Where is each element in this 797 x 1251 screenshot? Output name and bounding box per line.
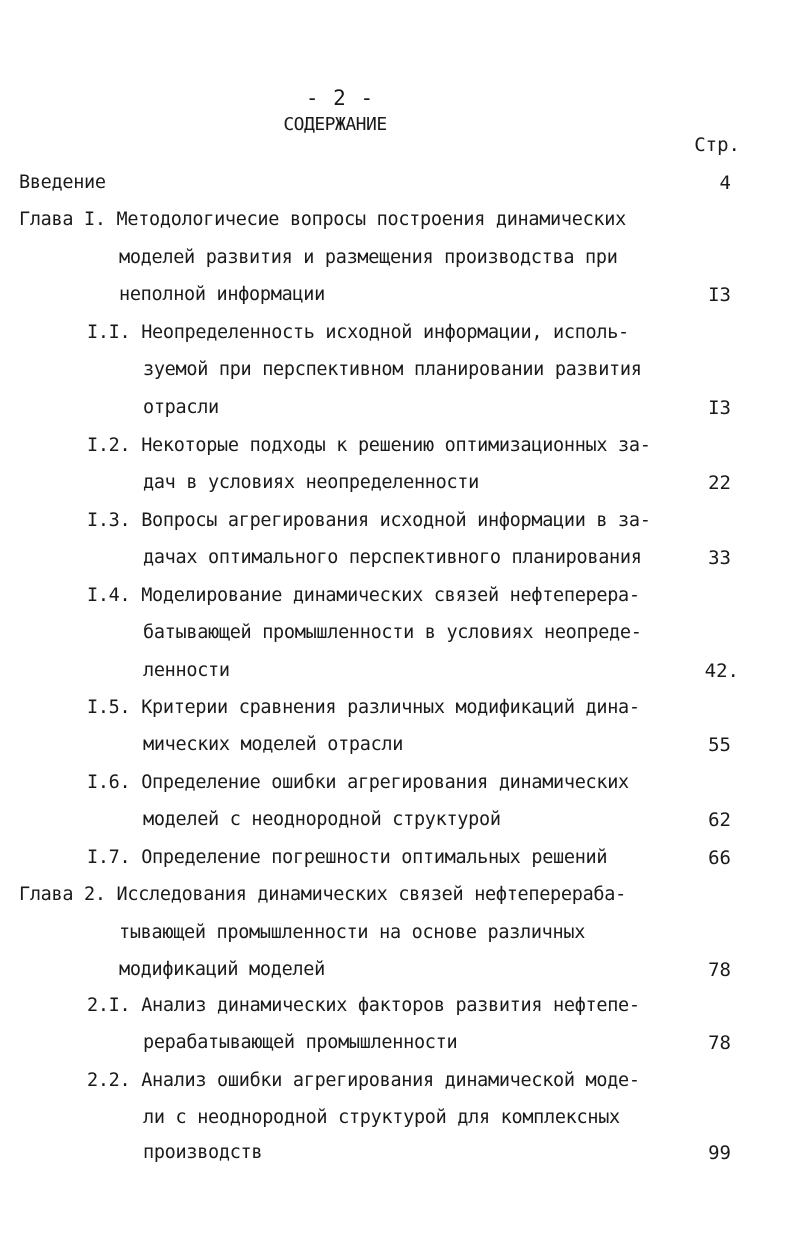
toc-chapter2-line-1: Глава 2. Исследования динамических связей нефтеперераба- — [19, 884, 626, 905]
toc-section-1-7-page: 66 — [708, 847, 731, 869]
toc-section-1-5-line-1: I.5. Критерии сравнения различных модификаций дина- — [87, 697, 640, 718]
toc-section-2-2-line-3: производств — [143, 1142, 263, 1163]
toc-section-1-5-page: 55 — [708, 734, 731, 756]
toc-section-1-4-line-3: ленности — [143, 660, 230, 681]
toc-intro-page: 4 — [719, 172, 731, 194]
toc-section-1-6-line-1: I.6. Определение ошибки агрегирования динамических — [87, 772, 629, 793]
toc-section-1-1-line-2: зуемой при перспективном планировании развития — [143, 359, 642, 380]
toc-intro-line-1: Введение — [19, 172, 106, 193]
toc-section-1-1-line-3: отрасли — [143, 397, 219, 418]
toc-chapter1-line-2: моделей развития и размещения производства при — [119, 247, 618, 268]
toc-section-1-3-line-2: дачах оптимального перспективного планирования — [143, 547, 642, 568]
toc-section-1-4-line-1: I.4. Моделирование динамических связей нефтеперера- — [87, 585, 640, 606]
toc-chapter2-line-2: тывающей промышленности на основе различных — [119, 922, 586, 943]
toc-section-1-2-line-2: дач в условиях неопределенности — [143, 472, 479, 493]
toc-chapter2-line-3: модификаций моделей — [119, 959, 325, 980]
toc-section-1-1-line-1: I.I. Неопределенность исходной информации, исполь- — [87, 322, 629, 343]
toc-chapter1-line-3: неполной информации — [119, 284, 325, 305]
toc-section-1-2-line-1: I.2. Некоторые подходы к решению оптимизационных за- — [87, 435, 651, 456]
toc-section-2-1-line-2: рерабатывающей промышленности — [143, 1032, 458, 1053]
toc-chapter2-page: 78 — [708, 959, 731, 981]
toc-section-2-2-page: 99 — [708, 1142, 731, 1164]
toc-chapter1-line-1: Глава I. Методологичесие вопросы построения динамических — [19, 209, 626, 230]
page-number: - 2 - — [305, 86, 375, 110]
toc-section-1-3-line-1: I.3. Вопросы агрегирования исходной информации в за- — [87, 510, 651, 531]
toc-section-1-4-page: 42. — [704, 660, 739, 682]
page-title: СОДЕРЖАНИЕ — [283, 114, 387, 135]
toc-section-1-3-page: 33 — [708, 547, 731, 569]
toc-section-1-6-page: 62 — [708, 809, 731, 831]
toc-section-1-5-line-2: мических моделей отрасли — [143, 734, 404, 755]
toc-section-2-1-page: 78 — [708, 1032, 731, 1054]
toc-section-2-2-line-2: ли с неоднородной структурой для комплексных — [143, 1107, 620, 1128]
toc-section-1-2-page: 22 — [708, 472, 731, 494]
toc-section-1-6-line-2: моделей с неоднородной структурой — [143, 809, 501, 830]
toc-section-2-1-line-1: 2.I. Анализ динамических факторов развития нефтепе- — [87, 995, 640, 1016]
toc-section-1-7-line-1: I.7. Определение погрешности оптимальных решений — [87, 847, 608, 868]
toc-section-2-2-line-1: 2.2. Анализ ошибки агрегирования динамической моде- — [87, 1070, 640, 1091]
page-column-header: Стр. — [694, 134, 740, 156]
toc-section-1-4-line-2: батывающей промышленности в условиях неопреде- — [143, 622, 642, 643]
toc-section-1-1-page: I3 — [708, 397, 731, 419]
toc-chapter1-page: I3 — [708, 284, 731, 306]
